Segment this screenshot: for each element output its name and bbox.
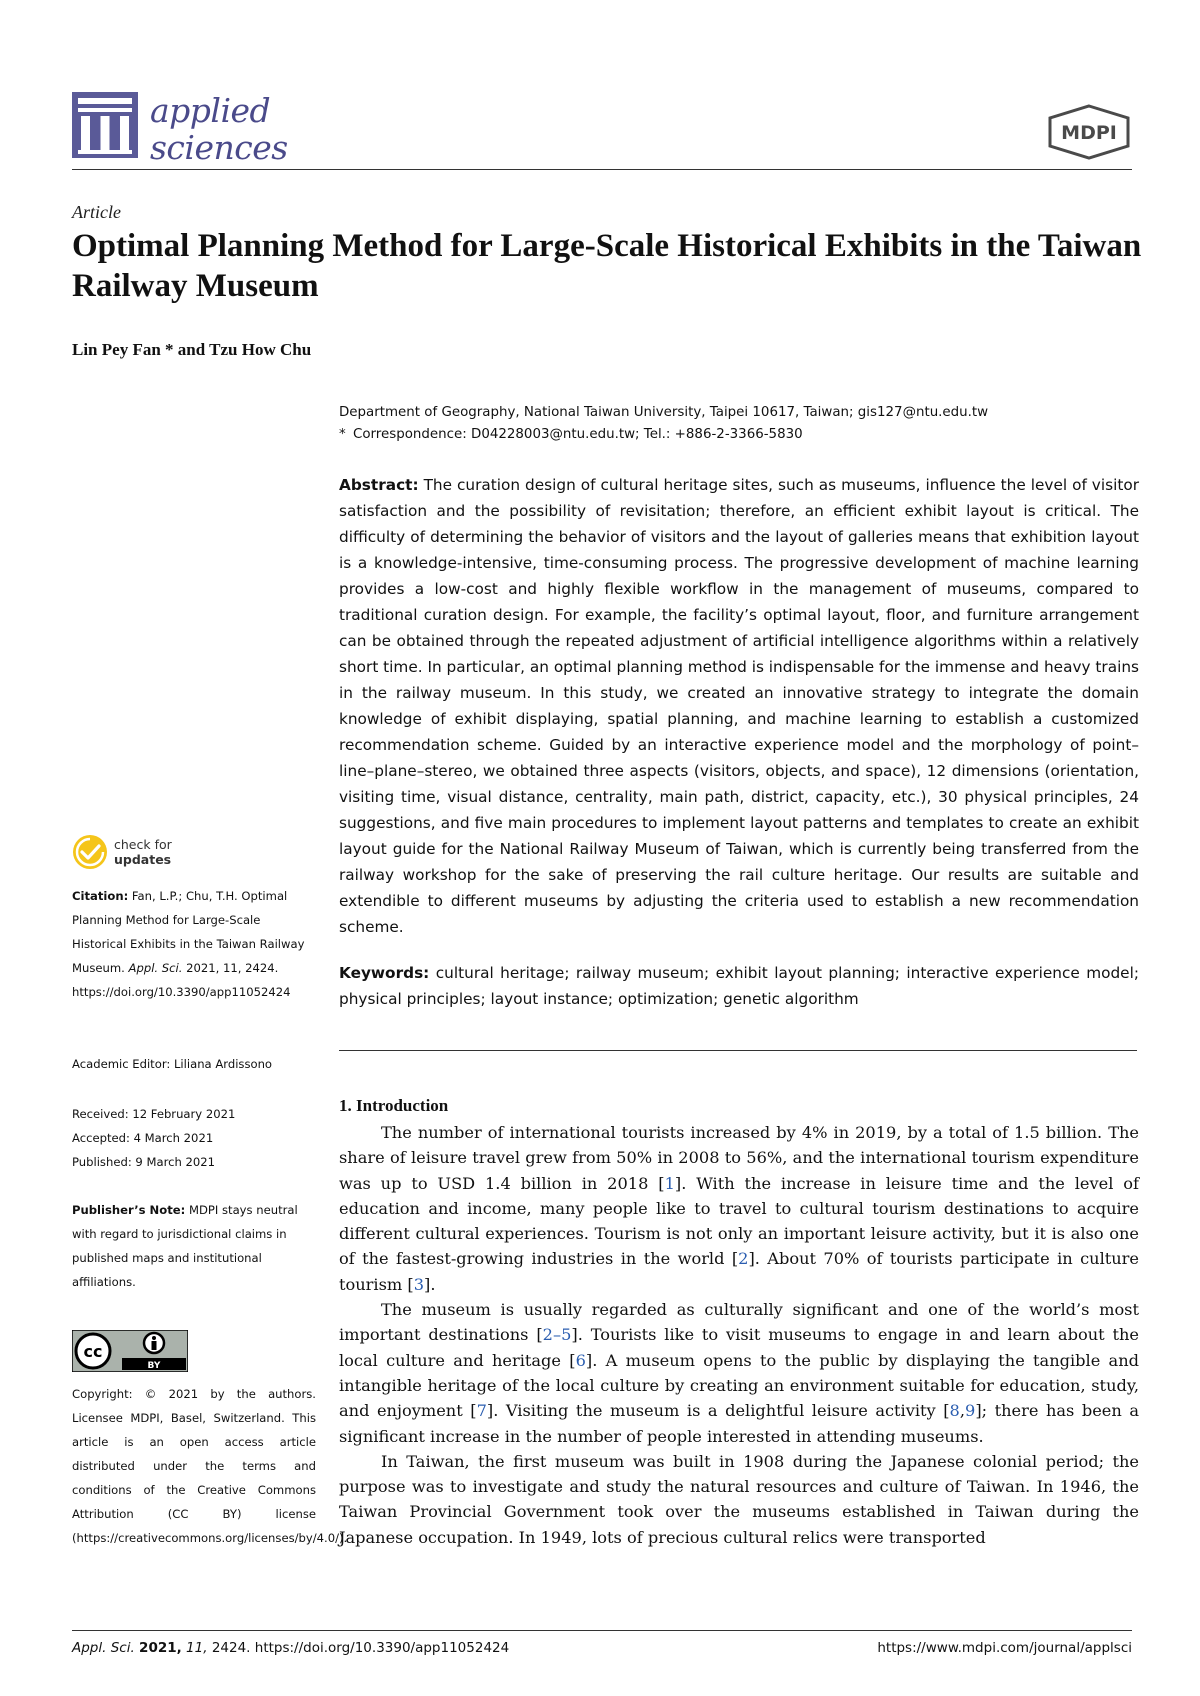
journal-pillars-icon (72, 92, 138, 158)
journal-name-line2: sciences (150, 128, 288, 167)
footer-doi[interactable]: 2424. https://doi.org/10.3390/app11052424 (211, 1640, 510, 1656)
mdpi-logo[interactable] (1046, 104, 1132, 160)
section-divider (339, 1050, 1137, 1051)
affiliation: Department of Geography, National Taiwan University, Taipei 10617, Taiwan; gis127@ntu.edu.tw (339, 405, 989, 420)
paragraph-3: In Taiwan, the first museum was built in 1908 during the Japanese colonial period; the purpose was to investigate and study the natural resources and culture of Taiwan. In 1946, the Taiwan Provincial Government took over the museums established in Taiwan during the Japanese occupation. In 1949, lots of precious cultural relics were transported (339, 1451, 1139, 1547)
journal-name-line1: applied (150, 91, 271, 130)
abstract-text: The curation design of cultural heritage sites, such as museums, influence the level of visitor satisfaction and the possibility of revisitation; therefore, an efficient exhibit layout is critical. The difficulty of determining the behavior of visitors and the layout of galleries means that exhibition layout is a knowledge-intensive, time-consuming process. The progressive development of machine learning provides a low-cost and highly flexible workflow in the management of museums, compared to traditional curation design. For example, the facility’s optimal layout, floor, and furniture arrangement can be obtained through the repeated adjustment of artificial intelligence algorithms within a relatively short time. In particular, an optimal planning method is indispensable for the immense and heavy trains in the railway museum. In this study, we created an innovative strategy to integrate the domain knowledge of exhibit displaying, spatial planning, and machine learning to establish a customized recommendation scheme. Guided by an interactive experience model and the morphology of point–line–plane–stereo, we obtained three aspects (visitors, objects, and space), 12 dimensions (orientation, visiting time, visual distance, centrality, main path, district, capacity, etc.), 30 physical principles, 24 suggestions, and five main procedures to implement layout patterns and templates to create an exhibit layout guide for the National Railway Museum of Taiwan, which is currently being transferred from the railway workshop for the sake of preserving the rail culture heritage. Our results are suitable and extendible to different museums by adjusting the criteria used to establish a new recommendation scheme. (339, 476, 1139, 936)
paragraph-text: The number of international tourists increased by 4% in 2019, by a total of 1.5 billion. The share of leisure travel grew from 50% in 2008 to 56%, and the international tourism expenditure was up to USD 1.4 billion in 2018 [ (339, 1123, 1139, 1193)
article-type: Article (72, 202, 121, 222)
footer-journal: Appl. Sci. (72, 1640, 135, 1656)
abstract (339, 472, 1139, 940)
citation-link[interactable]: 2 (738, 1249, 749, 1269)
paragraph-text: ]. With the increase in leisure time and the level of education and income, many people like to travel to cultural tourism destinations to acquire different cultural experiences. Tourism is not only an important leisure activity, but it is also one of the fastest-growing industries in the world [ (339, 1173, 1139, 1269)
date-published: Published: 9 March 2021 (72, 1155, 216, 1169)
citation-link[interactable]: 7 (476, 1401, 487, 1421)
by-badge-text: BY (147, 1361, 161, 1371)
paragraph-text: ]. About 70% of tourists participate in culture tourism [ (339, 1249, 1139, 1294)
journal-name (150, 92, 288, 166)
affiliations (339, 402, 1139, 446)
cc-by-license-icon[interactable] (72, 1330, 188, 1372)
citation-link[interactable]: 9 (965, 1401, 976, 1421)
paragraph-2 (339, 1297, 1139, 1449)
citation-text-a: Fan, L.P.; Chu, T.H. Optimal Planning Method for Large-Scale Historical Exhibits in the Taiwan Railway Museum. (72, 889, 305, 975)
date-accepted: Accepted: 4 March 2021 (72, 1131, 214, 1145)
citation-link[interactable]: 2–5 (542, 1325, 572, 1345)
paragraph-text: ]; there has been a significant increase in the number of people interested in attending museums. (339, 1401, 1139, 1446)
cc-badge-text: cc (83, 1342, 103, 1361)
footer-volume: 11, (186, 1640, 208, 1656)
keywords-label: Keywords: (339, 964, 430, 982)
mdpi-logo-text: MDPI (1061, 122, 1117, 144)
publishers-note-label: Publisher’s Note: (72, 1203, 186, 1217)
citation-link[interactable]: 3 (413, 1274, 425, 1294)
publication-dates (72, 1102, 316, 1174)
academic-editor: Academic Editor: Liliana Ardissono (72, 1057, 273, 1071)
paragraph-1 (339, 1120, 1139, 1297)
section-heading-introduction: 1. Introduction (339, 1096, 449, 1115)
footer-year: 2021, (139, 1640, 182, 1656)
paragraph-text: ]. Visiting the museum is a delightful leisure activity [ (486, 1401, 950, 1421)
check-updates-line2: updates (114, 852, 172, 867)
paragraph-text: The museum is usually regarded as culturally significant and one of the world’s most important destinations [ (339, 1300, 1139, 1345)
copyright-notice: Copyright: © 2021 by the authors. Licensee MDPI, Basel, Switzerland. This article is an open access article distributed under the terms and conditions of the Creative Commons Attribution (CC BY) license (https://creativecommons.org/licenses/by/4.0/). (72, 1387, 348, 1545)
citation (72, 884, 316, 1004)
journal-logo[interactable] (72, 92, 288, 166)
keywords-text: cultural heritage; railway museum; exhibit layout planning; interactive experience model; physical principles; layout instance; optimization; genetic algorithm (339, 964, 1140, 1008)
paragraph-text: ]. (424, 1274, 436, 1294)
publishers-note (72, 1198, 316, 1294)
footer-citation (72, 1640, 509, 1656)
footer-divider (72, 1630, 1132, 1631)
introduction-body (339, 1120, 1139, 1550)
citation-link[interactable]: 1 (664, 1173, 675, 1193)
keywords (339, 960, 1139, 1012)
correspondence (339, 424, 1139, 446)
publishers-note-text: MDPI stays neutral with regard to jurisdictional claims in published maps and institutional affiliations. (72, 1203, 298, 1289)
citation-text-b[interactable]: 2021, 11, 2424. https://doi.org/10.3390/app11052424 (72, 961, 291, 999)
citation-link[interactable]: 8 (949, 1401, 960, 1421)
check-updates-icon (72, 834, 108, 870)
citation-link[interactable]: 6 (575, 1350, 586, 1370)
citation-journal: Appl. Sci. (128, 961, 183, 975)
authors: Lin Pey Fan * and Tzu How Chu (72, 340, 312, 359)
check-updates-label (114, 837, 172, 867)
paragraph-text: ]. A museum opens to the public by displaying the tangible and intangible heritage of the local culture by creating an environment suitable for education, study, and enjoyment [ (339, 1350, 1139, 1421)
article-title: Optimal Planning Method for Large-Scale Historical Exhibits in the Taiwan Railway Museum (72, 228, 1142, 304)
citation-label: Citation: (72, 889, 129, 903)
date-received: Received: 12 February 2021 (72, 1107, 236, 1121)
correspondence-marker: * (339, 427, 346, 442)
correspondence-text: Correspondence: D04228003@ntu.edu.tw; Tel.: +886-2-3366-5830 (353, 427, 803, 442)
paragraph-text: , (959, 1401, 965, 1421)
check-updates-line1: check for (114, 837, 172, 852)
paragraph-text: ]. Tourists like to visit museums to engage in and learn about the local culture and heritage [ (339, 1325, 1139, 1370)
journal-header (72, 92, 1132, 170)
footer-journal-url[interactable]: https://www.mdpi.com/journal/applsci (877, 1640, 1132, 1656)
check-for-updates-button[interactable] (72, 834, 172, 870)
abstract-label: Abstract: (339, 476, 419, 494)
